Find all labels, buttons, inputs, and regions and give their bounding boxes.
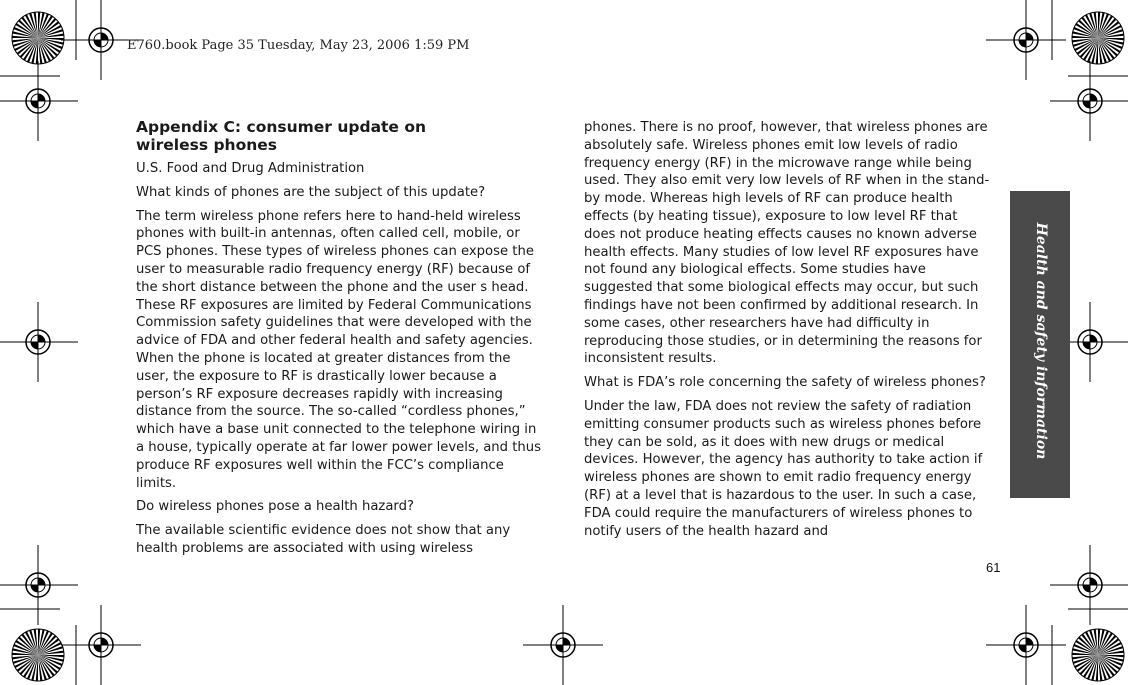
registration-mark [0,302,78,382]
question-heading: What is FDA’s role concerning the safety of wireless phones? [584,375,986,391]
registration-mark [986,0,1066,80]
right-column [584,119,992,546]
starburst-bottom-right [1072,629,1124,681]
question-heading: Do wireless phones pose a health hazard? [136,499,414,515]
starburst-top-right [1072,12,1124,64]
question-heading: What kinds of phones are the subject of this update? [136,184,486,200]
section-tab-label: Health and safety information [1033,222,1049,460]
registration-mark [986,605,1066,685]
registration-mark [0,61,78,141]
registration-mark [61,605,141,685]
registration-mark [0,545,78,625]
agency-line: U.S. Food and Drug Administration [136,161,365,176]
answer-paragraph: phones. There is no proof, however, that wireless phones are absolutely safe. Wireless phones emit low levels of radio frequency energy (RF) in the microwave range while being used. They also emit very low levels of RF when in the stand-by mode. Whereas high levels of RF can produce health effects (by heating tissue), exposure to low level RF that does not produce heating effects causes no known adverse health effects. Many studies of low level RF exposures have not found any biological effects. Some studies have suggested that some biological effects may occur, but such findings have not been confirmed by additional research. In some cases, other researchers have had difficulty in reproducing those studies, or in determining the reasons for inconsistent results. [584,120,990,367]
answer-paragraph: Under the law, FDA does not review the safety of radiation emitting consumer products such as wireless phones before they can be sold, as it does with new drugs or medical devices. However, the agency has authority to take action if wireless phones are shown to emit radio frequency energy (RF) at a level that is hazardous to the user. In such a case, FDA could require the manufacturers of wireless phones to notify users of the health hazard and [584,398,983,539]
starburst-bottom-left [12,629,64,681]
registration-mark [523,605,603,685]
left-column [136,119,544,564]
answer-paragraph: The available scientific evidence does not show that any health problems are associated with using wireless [136,523,511,556]
answer-paragraph: The term wireless phone refers here to hand-held wireless phones with built-in antennas, often called cell, mobile, or PCS phones. These types of wireless phones can expose the user to measurable radio frequency energy (RF) because of the short distance between the phone and the user s head. These RF exposures are limited by Federal Communications Commission safety guidelines that were developed with the advice of FDA and other federal health and safety agencies. When the phone is located at greater distances from the user, the exposure to RF is drastically lower because a person’s RF exposure decreases rapidly with increasing distance from the source. The so-called “cordless phones,” which have a base unit connected to the telephone wiring in a house, typically operate at far lower power levels, and thus produce RF exposures well within the FCC’s compliance limits. [136,208,541,491]
page-number: 61 [986,560,1001,575]
registration-mark [1050,61,1128,141]
starburst-top-left [12,12,64,64]
print-header-stamp: E760.book Page 35 Tuesday, May 23, 2006 1:59 PM [127,38,470,53]
registration-mark [1050,545,1128,625]
page-title: Appendix C: consumer update on wireless phones [136,118,427,154]
